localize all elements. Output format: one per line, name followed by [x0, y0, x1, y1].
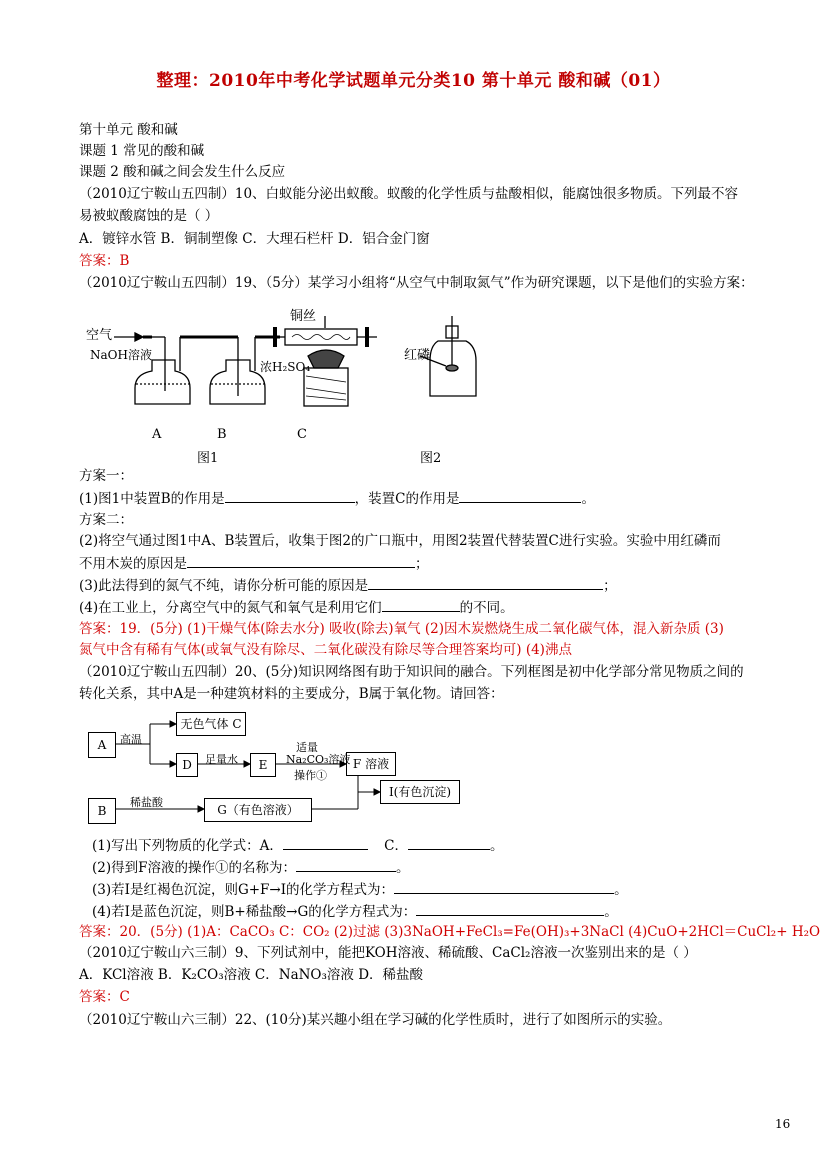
q2-part-3-end: ；: [603, 578, 617, 594]
q2-part-2-end: ；: [415, 556, 429, 572]
q2-part-1-text-b: ，装置C的作用是: [354, 491, 460, 507]
q1-answer: 答案：B: [79, 253, 130, 269]
q2-part-4: [79, 597, 514, 618]
q2-stem: （2010辽宁鞍山五四制）19、（5分）某学习小组将“从空气中制取氮气”作为研究课题，以下是他们的实验方案：: [79, 275, 754, 291]
q3-part-1-text-c: 。: [490, 838, 504, 854]
q2-part-1-text-c: 。: [581, 491, 595, 507]
node-f: F 溶液: [346, 752, 396, 776]
node-e: E: [250, 753, 276, 777]
q3-part-4: [92, 901, 618, 922]
answer-blank[interactable]: [408, 835, 490, 850]
air-inlet-label: 空气: [86, 328, 113, 343]
q3-part-2-end: 。: [396, 860, 410, 876]
plan-2-heading: 方案二：: [79, 512, 133, 528]
q1-stem-line2: 易被蚁酸腐蚀的是（ ）: [79, 208, 219, 224]
plan-1-heading: 方案一：: [79, 468, 133, 484]
q2-part-3: [79, 575, 617, 596]
node-a: A: [88, 732, 116, 758]
answer-blank[interactable]: [459, 488, 581, 503]
q4-answer: 答案：C: [79, 989, 130, 1005]
sulfuric-acid-label: 浓H₂SO₄: [260, 360, 311, 374]
node-g: G（有色溶液）: [204, 798, 312, 822]
q4-stem: （2010辽宁鞍山六三制）9、下列试剂中，能把KOH溶液、稀硫酸、CaCl₂溶液一次鉴别出来的是（ ）: [79, 945, 697, 961]
q3-part-3: [92, 879, 628, 900]
answer-blank[interactable]: [382, 597, 460, 612]
water-label: 足量水: [205, 753, 238, 766]
naoh-solution-label: NaOH溶液: [90, 348, 152, 362]
figure-1-caption: 图1: [197, 451, 219, 466]
q2-part-3-text: (3)此法得到的氮气不纯，请你分析可能的原因是: [79, 578, 369, 594]
q3-part-3-text: (3)若I是红褐色沉淀，则G+F→I的化学方程式为：: [92, 882, 395, 898]
q1-stem-line1: （2010辽宁鞍山五四制）10、白蚁能分泌出蚁酸。蚁酸的化学性质与盐酸相似，能腐蚀很多物质。下列最不容: [79, 186, 739, 202]
answer-blank[interactable]: [296, 857, 396, 872]
q3-part-4-end: 。: [604, 904, 618, 920]
q3-part-1-text-b: C．: [384, 838, 409, 854]
node-d: D: [176, 753, 198, 777]
sodium-carbonate-label: Na₂CO₃溶液: [286, 753, 351, 766]
answer-blank[interactable]: [187, 553, 415, 568]
answer-blank[interactable]: [368, 575, 603, 590]
q3-stem-line1: （2010辽宁鞍山五四制）20、(5分)知识网络图有助于知识间的融合。下列框图是初中化学部分常见物质之间的: [79, 664, 744, 680]
answer-blank[interactable]: [283, 835, 368, 850]
q3-part-3-end: 。: [614, 882, 628, 898]
q3-part-2: [92, 857, 410, 878]
answer-blank[interactable]: [394, 879, 614, 894]
node-c: 无色气体 C: [176, 712, 246, 736]
copper-wire-label: 铜丝: [290, 309, 317, 324]
lesson-1-heading: 课题 1 常见的酸和碱: [79, 143, 205, 159]
dilute-hcl-label: 稀盐酸: [130, 796, 163, 809]
q2-answer-line1: 答案：19．(5分) (1)干燥气体(除去水分) 吸收(除去)氧气 (2)因木炭燃烧生成二氧化碳气体，混入新杂质 (3): [79, 621, 724, 637]
answer-blank[interactable]: [416, 901, 604, 916]
q3-answer: 答案：20．(5分) (1)A：CaCO₃ C：CO₂ (2)过滤 (3)3NaOH+FeCl₃=Fe(OH)₃+3NaCl (4)CuO+2HCl＝CuCl₂+ H₂O: [79, 924, 821, 940]
q2-part-4-end: 的不同。: [459, 600, 514, 616]
node-b: B: [88, 798, 116, 824]
q2-part-2-line1: (2)将空气通过图1中A、B装置后，收集于图2的广口瓶中，用图2装置代替装置C进行实验。实验中用红磷而: [79, 533, 721, 549]
q2-answer-line2: 氮气中含有稀有气体(或氧气没有除尽、二氧化碳没有除尽等合理答案均可) (4)沸点: [79, 642, 572, 658]
q3-part-1-text-a: (1)写出下列物质的化学式：A．: [92, 838, 283, 854]
device-b-label: B: [217, 427, 227, 442]
node-i: I(有色沉淀): [380, 780, 460, 804]
q2-part-2-text: 不用木炭的原因是: [79, 556, 187, 572]
page-title: 整理：2010年中考化学试题单元分类10 第十单元 酸和碱（01）: [156, 71, 671, 91]
q2-part-4-text: (4)在工业上，分离空气中的氮气和氧气是利用它们: [79, 600, 382, 616]
q2-part-1-text-a: (1)图1中装置B的作用是: [79, 491, 225, 507]
q3-stem-line2: 转化关系，其中A是一种建筑材料的主要成分，B属于氧化物。请回答：: [79, 686, 504, 702]
q3-part-1: [92, 835, 504, 856]
proper-amount-label: 适量: [296, 741, 318, 754]
q4-options: A．KCl溶液 B．K₂CO₃溶液 C．NaNO₃溶液 D．稀盐酸: [79, 967, 424, 983]
page-number: 16: [775, 1117, 791, 1131]
q3-part-2-text: (2)得到F溶液的操作①的名称为：: [92, 860, 296, 876]
answer-blank[interactable]: [225, 488, 355, 503]
q3-part-4-text: (4)若I是蓝色沉淀，则B+稀盐酸→G的化学方程式为：: [92, 904, 417, 920]
device-a-label: A: [152, 427, 162, 442]
operation-1-label: 操作①: [294, 769, 327, 782]
q1-options: A．镀锌水管 B．铜制塑像 C．大理石栏杆 D．铝合金门窗: [79, 231, 430, 247]
q2-part-1: [79, 488, 595, 509]
unit-heading: 第十单元 酸和碱: [79, 122, 178, 138]
red-phosphorus-label: 红磷: [404, 348, 431, 363]
figure-2-caption: 图2: [420, 451, 442, 466]
q2-part-2-line2: [79, 553, 429, 574]
lesson-2-heading: 课题 2 酸和碱之间会发生什么反应: [79, 164, 286, 180]
q5-stem: （2010辽宁鞍山六三制）22、(10分)某兴趣小组在学习碱的化学性质时，进行了如图所示的实验。: [79, 1012, 672, 1028]
device-c-label: C: [297, 427, 307, 442]
high-temp-label: 高温: [120, 733, 142, 746]
